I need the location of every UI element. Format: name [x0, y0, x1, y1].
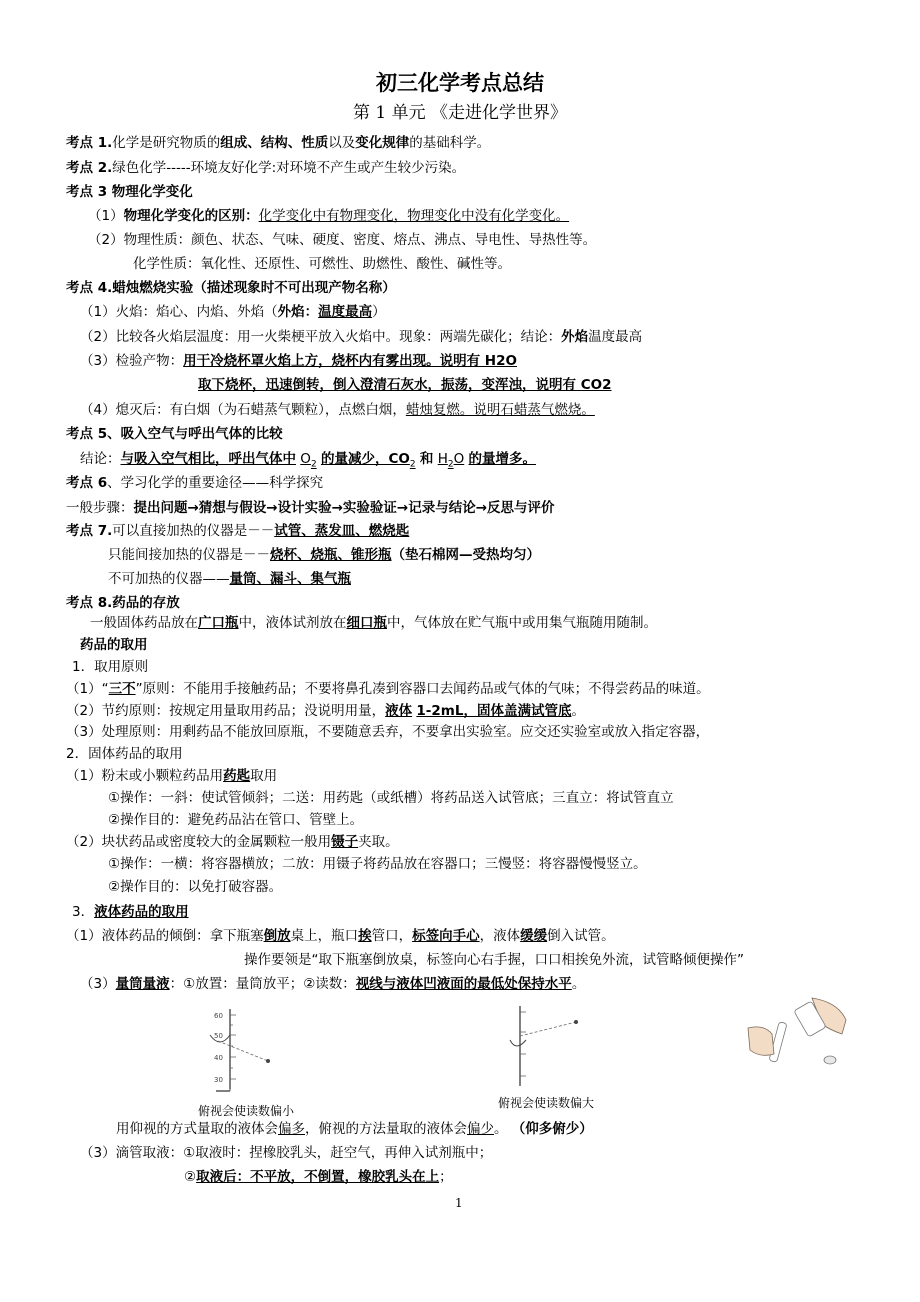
point-4-products-2: 取下烧杯，迅速倒转，倒入澄清石灰水，振荡，变浑浊，说明有 CO2 [198, 377, 612, 393]
pouring-illustration [742, 994, 854, 1074]
point-8-storage: 一般固体药品放在广口瓶中，液体试剂放在细口瓶中，气体放在贮气瓶中或用集气瓶随用随制。 [90, 615, 657, 631]
reading-rule: 用仰视的方式量取的液体会偏多，俯视的方法量取的液体会偏少。 （仰多俯少） [116, 1121, 593, 1137]
page-title: 初三化学考点总结 [376, 70, 544, 95]
unit-title: 第 1 单元 《走进化学世界》 [352, 103, 568, 123]
point-4-compare: （2）比较各火焰层温度：用一火柴梗平放入火焰中。现象：两端先碳化；结论：外焰温度最高 [80, 329, 643, 345]
principles-heading: 1．取用原则 [72, 659, 149, 675]
block-operation: ①操作：一横：将容器横放；二放：用镊子将药品放在容器口；三慢竖：将容器慢慢竖立。 [108, 856, 647, 872]
cylinder-figure-left [196, 1005, 276, 1095]
taking-heading: 药品的取用 [80, 637, 148, 653]
powder-purpose: ②操作目的：避免药品沾在管口、管壁上。 [108, 812, 364, 828]
physical-properties: （2）物理性质：颜色、状态、气味、硬度、密度、熔点、沸点、导电性、导热性等。 [88, 232, 597, 248]
point-7-indirect: 只能间接加热的仪器是－－烧杯、烧瓶、锥形瓶（垫石棉网—受热均匀） [108, 547, 540, 563]
powder-operation: ①操作：一斜：使试管倾斜；二送：用药匙（或纸槽）将药品送入试管底；三直立：将试管直立 [108, 790, 674, 806]
block-taking: （2）块状药品或密度较大的金属颗粒一般用镊子夹取。 [66, 834, 399, 850]
cylinder-measuring: （3）量筒量液：①放置：量筒放平；②读数：视线与液体凹液面的最低处保持水平。 [80, 976, 586, 992]
tick-label: 50 [214, 1032, 223, 1040]
powder-taking: （1）粉末或小颗粒药品用药匙取用 [66, 768, 278, 784]
point-8-heading: 考点 8.药品的存放 [66, 595, 180, 611]
tick-label: 60 [214, 1012, 223, 1020]
point-7-direct: 考点 7.可以直接加热的仪器是－－试管、蒸发皿、燃烧匙 [66, 523, 410, 539]
point-6-steps: 一般步骤：提出问题→猜想与假设→设计实验→实验验证→记录与结论→反思与评价 [66, 500, 555, 516]
point-4-products-1: （3）检验产物：用干冷烧杯罩火焰上方，烧杯内有雾出现。说明有 H2O [80, 353, 517, 369]
page-number: 1 [455, 1196, 463, 1210]
principle-three-no: （1）“三不”原则：不能用手接触药品；不要将鼻孔凑到容器口去闻药品或气体的气味；不得尝药品的味道。 [66, 681, 710, 697]
point-4-flame: （1）火焰：焰心、内焰、外焰（外焰：温度最高） [80, 304, 386, 320]
point-2: 考点 2.绿色化学-----环境友好化学:对环境不产生或产生较少污染。 [66, 160, 466, 176]
figure-caption-right: 俯视会使读数偏大 [498, 1096, 595, 1110]
liquid-pouring: （1）液体药品的倾倒：拿下瓶塞倒放桌上，瓶口挨管口，标签向手心，液体缓缓倒入试管。 [66, 928, 615, 944]
point-6-heading: 考点 6、学习化学的重要途径——科学探究 [66, 475, 324, 491]
liquid-heading: 3．液体药品的取用 [72, 904, 189, 920]
block-purpose: ②操作目的：以免打破容器。 [108, 879, 283, 895]
solid-heading: 2．固体药品的取用 [66, 746, 183, 762]
point-5-conclusion: 结论：与吸入空气相比，呼出气体中 $O_2$ 的量减少，$CO_2$ 和 $H_2O$ 的量增多。 [80, 451, 537, 470]
point-7-no-heat: 不可加热的仪器——量筒、漏斗、集气瓶 [108, 571, 351, 587]
point-3-line-1: （1）物理化学变化的区别：化学变化中有物理变化，物理变化中没有化学变化。 [88, 208, 570, 224]
point-4-heading: 考点 4.蜡烛燃烧实验（描述现象时不可出现产物名称） [66, 280, 396, 296]
dropper-taking: （3）滴管取液：①取液时：捏橡胶乳头，赶空气，再伸入试剂瓶中； [80, 1145, 493, 1161]
point-1: 考点 1.化学是研究物质的组成、结构、性质以及变化规律的基础科学。 [66, 135, 491, 151]
cylinder-figure-right [496, 1002, 586, 1092]
point-3-heading: 考点 3 物理化学变化 [66, 184, 193, 200]
principle-saving: （2）节约原则：按规定用量取用药品；没说明用量，液体 1-2mL，固体盖满试管底。 [66, 703, 585, 719]
pouring-mnemonic: 操作要领是“取下瓶塞倒放桌，标签向心右手握，口口相挨免外流，试管略倾便操作” [244, 952, 744, 968]
dropper-after: ②取液后：不平放，不倒置，橡胶乳头在上； [184, 1169, 453, 1185]
chemical-properties: 化学性质：氧化性、还原性、可燃性、助燃性、酸性、碱性等。 [133, 256, 511, 272]
principle-disposal: （3）处理原则：用剩药品不能放回原瓶，不要随意丢弃，不要拿出实验室。应交还实验室或放入指定容器， [66, 724, 710, 740]
tick-label: 30 [214, 1076, 223, 1084]
tick-label: 40 [214, 1054, 223, 1062]
point-5-heading: 考点 5、吸入空气与呼出气体的比较 [66, 426, 283, 442]
figure-caption-left: 俯视会使读数偏小 [198, 1104, 295, 1118]
point-4-extinguish: （4）熄灭后：有白烟（为石蜡蒸气颗粒），点燃白烟，蜡烛复燃。说明石蜡蒸气燃烧。 [80, 402, 595, 418]
